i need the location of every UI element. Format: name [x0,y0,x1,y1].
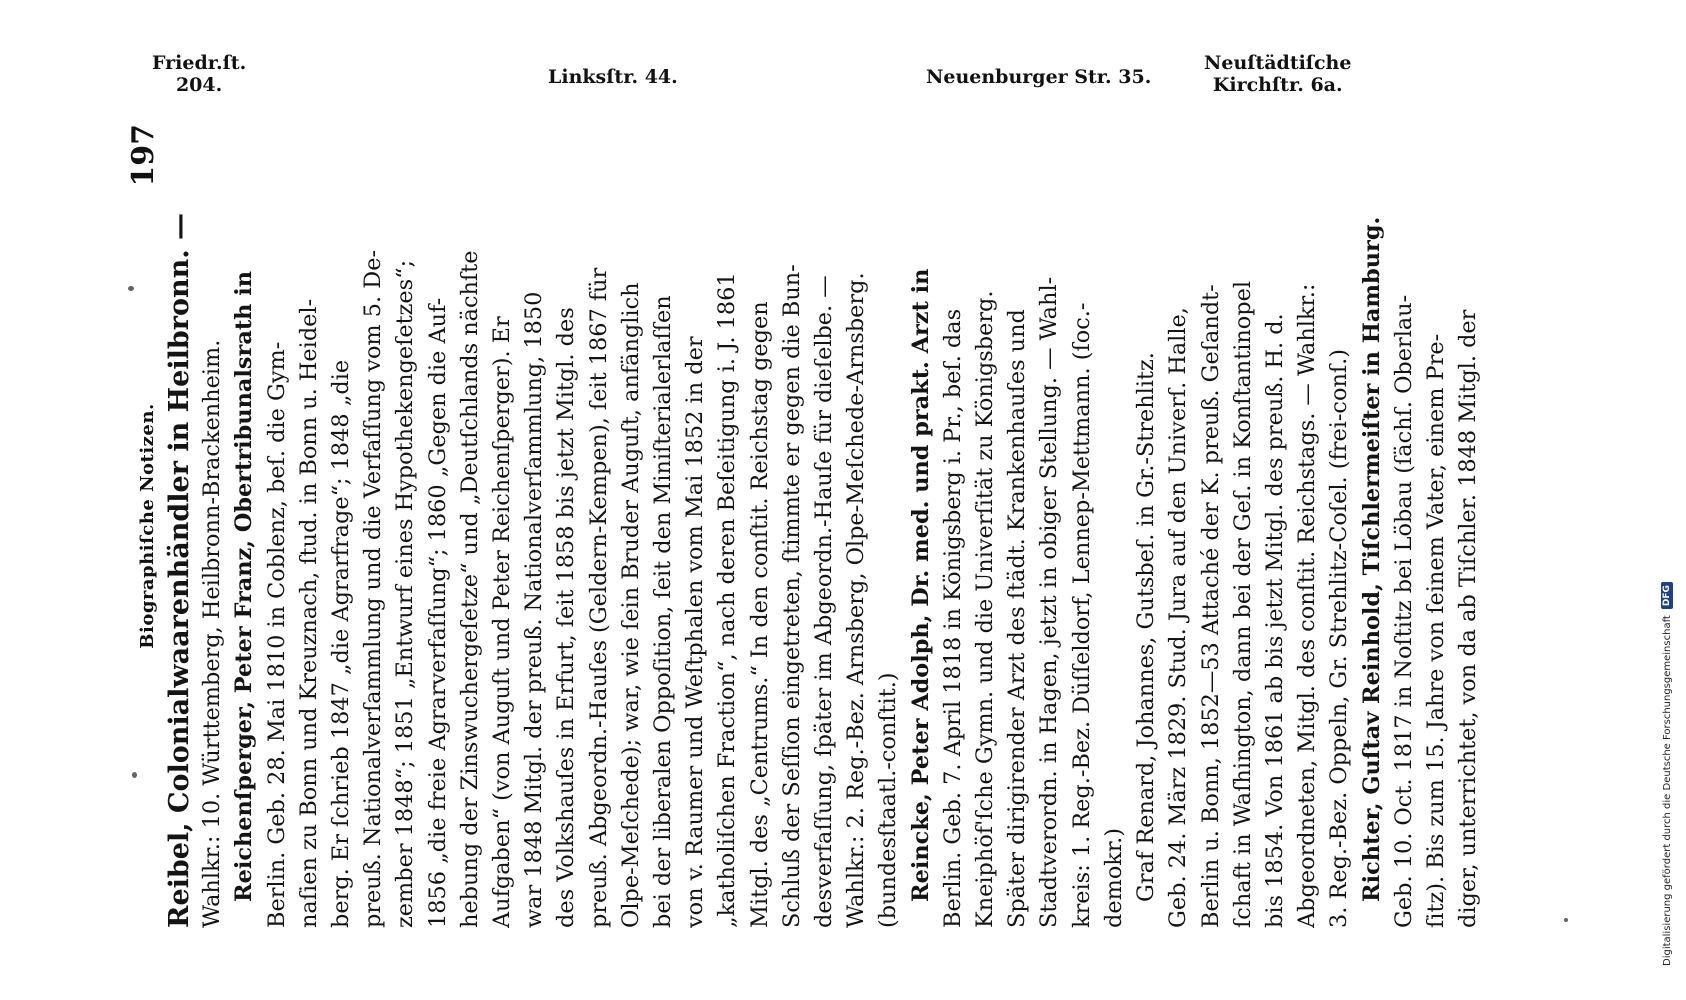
text-line: Wahlkr.: 2. Reg.-Bez. Arnsberg, Olpe-Meſchede-Arnsberg. [843,272,870,928]
text-line: Reincke, Peter Adolph, Dr. med. und prakt. Arzt in [907,268,934,902]
address-label-neustaedtische-kirchstrasse [1204,52,1351,96]
scan-speck [1564,918,1568,922]
address-line: Linksſtr. 44. [548,66,678,88]
scan-speck [128,286,134,291]
text-line: „katholiſchen Fraction“, nach deren Beſeitigung i. J. 1861 [714,272,741,928]
text-line: Berlin. Geb. 28. Mai 1810 in Coblenz, beſ. die Gym- [263,341,290,928]
text-line: Kneiphöf'ſche Gymn. und die Univerſität zu Königsberg. [972,290,999,928]
text-line: Abgeordneten, Mitgl. des conſtit. Reichstags. — Wahlkr.: [1294,283,1321,928]
text-line: bis 1854. Von 1861 ab bis jetzt Mitgl. des preuß. H. d. [1261,313,1288,928]
page-header [120,124,164,928]
text-line: demokr.) [1100,828,1127,928]
text-line: berg. Er ſchrieb 1847 „die Agrarfrage“; 1848 „die [328,359,355,928]
entries-text [164,124,1484,928]
digitization-note [1656,6,1678,986]
text-line: des Volkshauſes in Erfurt, ſeit 1858 bis jetzt Mitgl. des [553,307,580,928]
entry-reibel [164,124,228,928]
text-line: zember 1848“; 1851 „Entwurf eines Hypothekengeſetzes“; [392,259,419,928]
address-line: Friedr.ſt. [152,52,247,74]
address-label-linksstrasse [548,66,678,88]
text-line: Geb. 10. Oct. 1817 in Noſtitz bei Löbau (ſächſ. Oberlau- [1390,294,1417,928]
text-line: Geb. 24. März 1829. Stud. Jura auf den Univerſ. Halle, [1165,307,1192,928]
scanned-page-viewport [120,116,1490,936]
text-line: Graf Renard, Johannes, Gutsbeſ. in Gr.-Strehlitz. [1133,352,1160,902]
text-line: diger, unterrichtet, von da ab Tiſchler. 1848 Mitgl. der [1455,309,1482,928]
text-line: Olpe-Meſchede); war, wie ſein Bruder Auguſt, anfänglich [617,282,644,928]
text-line: Reibel, Colonialwaarenhändler in Heilbronn. — [164,212,195,928]
address-line: 204. [175,74,223,96]
entry-reichensperger [228,124,904,928]
text-line: Aufgaben“ (von Auguſt und Peter Reichenſperger). Er [489,316,516,928]
text-line: Berlin. Geb. 7. April 1818 in Königsberg i. Pr., beſ. das [939,308,966,928]
address-line: Neuenburger Str. 35. [926,66,1152,88]
text-line: hebung der Zinswuchergeſetze“ und „Deutſchlands nächſte [456,250,483,928]
text-line: naſien zu Bonn und Kreuznach, ſtud. in Bonn u. Heidel- [295,298,322,928]
text-line: ſchaft in Waſhington, dann bei der Geſ. in Konſtantinopel [1229,280,1256,928]
text-line: ſitz). Bis zum 15. Jahre von ſeinem Vater, einem Pre- [1422,333,1449,928]
address-label-neuenburger-strasse [926,66,1151,88]
address-label-friedrichstrasse [152,52,246,96]
text-line: war 1848 Mitgl. der preuß. Nationalverſammlung, 1850 [521,291,548,928]
entry-reincke [905,124,1130,928]
text-line: desverfaſſung, ſpäter im Abgeordn.-Hauſe für dieſelbe. — [811,275,838,928]
text-line: preuß. Nationalverſammlung und die Verfaſſung vom 5. De- [360,249,387,928]
dfg-logo-icon: DFG [1661,582,1673,609]
text-line: 3. Reg.-Bez. Oppeln, Gr. Strehlitz-Coſel. (frei-conſ.) [1326,348,1353,928]
printed-page [120,116,1490,936]
address-line: Kirchſtr. 6a. [1212,74,1343,96]
text-line: Richter, Guſtav Reinhold, Tiſchlermeiſter in Hamburg. [1358,216,1385,902]
page-number: 197 [126,124,161,187]
text-line: (bundesſtaatl.-conſtit.) [875,672,902,928]
text-line: preuß. Abgeordn.-Hauſes (Geldern-Kempen), ſeit 1867 für [585,267,612,928]
text-line: bei der liberalen Oppoſition, ſeit den Miniſterialerlaſſen [650,295,677,928]
text-line: Reichenſperger, Peter Franz, Obertribunalsrath in [231,270,258,902]
text-line: kreis: 1. Reg.-Bez. Düſſeldorf, Lennep-Mettmann. (ſoc.- [1068,302,1095,928]
text-line: Schluß der Seſſion eingetreten, ſtimmte er gegen die Bun- [778,264,805,928]
digitization-note-text: Digitalisierung gefördert durch die Deutsche Forschungsgemeinschaft [1661,615,1673,966]
running-title: Biographiſche Notizen. [137,403,158,649]
entry-richter [1356,124,1485,928]
text-line: Mitgl. des „Centrums.“ In den conſtit. Reichstag gegen [746,301,773,928]
text-line: Stadtverordn. in Hagen, jetzt in obiger Stellung. — Wahl- [1036,276,1063,928]
address-line: Neuſtädtiſche [1204,52,1352,74]
text-line: Später dirigirender Arzt des ſtädt. Krankenhauſes und [1004,309,1031,928]
text-line: Wahlkr.: 10. Württemberg, Heilbronn-Brackenheim. [199,339,226,928]
text-line: 1856 „die freie Agrarverfaſſung“; 1860 „Gegen die Auf- [424,297,451,928]
scan-speck [132,772,137,778]
text-line: Berlin u. Bonn, 1852—53 Attaché der K. preuß. Geſandt- [1197,284,1224,928]
entry-renard [1130,124,1355,928]
text-line: von v. Raumer und Weſtphalen vom Mai 1852 in der [682,336,709,928]
